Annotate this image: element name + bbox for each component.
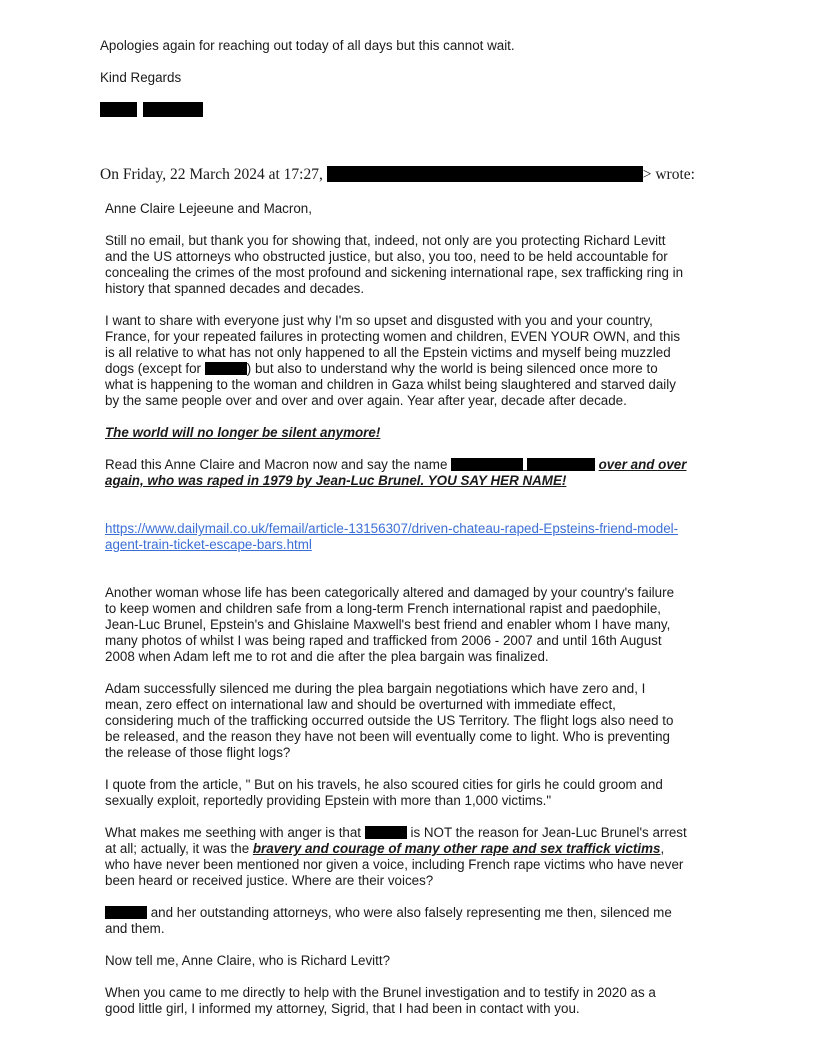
- text-line: [105, 905, 672, 921]
- signature-redaction: [100, 102, 203, 119]
- text-segment: over and over: [598, 457, 687, 472]
- text-segment: What makes me seething with anger is that: [105, 825, 362, 840]
- apology-line: Apologies again for reaching out today of all days but this cannot wait.: [100, 38, 515, 53]
- article-link[interactable]: agent-train-ticket-escape-bars.html: [105, 537, 312, 552]
- text-line: and the US attorneys who obstructed justice, but also, you too, need to be held accountable for: [105, 249, 668, 264]
- text-line: mean, zero effect on international law and should be overturned with immediate effect,: [105, 697, 616, 712]
- quote-header: [100, 166, 695, 183]
- text-line: [105, 841, 664, 857]
- redaction-block: [365, 826, 407, 839]
- text-line: Adam successfully silenced me during the plea bargain negotiations which have zero and, I: [105, 681, 646, 696]
- text-line: the release of those flight logs?: [105, 745, 291, 760]
- quote-header-suffix: > wrote:: [642, 166, 695, 183]
- text-line: Another woman whose life has been categorically altered and damaged by your country's failure: [105, 585, 675, 600]
- text-line: I quote from the article, " But on his travels, he also scoured cities for girls he could groom and: [105, 777, 663, 792]
- quote-header-prefix: On Friday, 22 March 2024 at 17:27,: [100, 166, 323, 183]
- text-line: is all relative to what has not only happened to all the Epstein victims and myself being muzzled: [105, 345, 671, 360]
- text-line: 2008 when Adam left me to rot and die after the plea bargain was finalized.: [105, 649, 549, 664]
- redaction-block: [100, 102, 137, 117]
- paragraph-9: Now tell me, Anne Claire, who is Richard Levitt?: [105, 953, 391, 968]
- text-line: be released, and the reason they have not been will eventually come to light. Who is preventing: [105, 729, 670, 744]
- redaction-block: [105, 906, 147, 919]
- redaction-block: [205, 362, 247, 375]
- email-redaction: [327, 166, 643, 182]
- emphasis-line: The world will no longer be silent anymore!: [105, 425, 381, 440]
- text-line: many photos of whilst I was being raped and trafficked from 2006 - 2007 and until 16th August: [105, 633, 662, 648]
- regards-line: Kind Regards: [100, 70, 182, 85]
- text-segment: and her outstanding attorneys, who were also falsely representing me then, silenced me: [150, 905, 672, 920]
- redaction-block: [527, 458, 595, 471]
- text-line: been heard or received justice. Where are their voices?: [105, 873, 434, 888]
- text-line: to keep women and children safe from a long-term French international rapist and paedophile,: [105, 601, 662, 616]
- text-segment: at all; actually, it was the: [105, 841, 250, 856]
- article-link[interactable]: https://www.dailymail.co.uk/femail/article-13156307/driven-chateau-raped-Epsteins-friend-model-: [105, 521, 679, 536]
- text-line: again, who was raped in 1979 by Jean-Luc Brunel. YOU SAY HER NAME!: [105, 473, 567, 488]
- text-segment: bravery and courage of many other rape and sex traffick victims: [252, 841, 661, 856]
- text-line: sexually exploit, reportedly providing Epstein with more than 1,000 victims.": [105, 793, 552, 808]
- text-line: concealing the crimes of the most profound and sickening international rape, sex trafficking ring in: [105, 265, 684, 280]
- text-line: Still no email, but thank you for showing that, indeed, not only are you protecting Richard Levitt: [105, 233, 666, 248]
- text-line: I want to share with everyone just why I'm so upset and disgusted with you and your country,: [105, 313, 653, 328]
- redaction-block: [143, 102, 203, 117]
- greeting: Anne Claire Lejeeune and Macron,: [105, 201, 312, 216]
- text-line: Jean-Luc Brunel, Epstein's and Ghislaine Maxwell's best friend and enabler whom I have many,: [105, 617, 671, 632]
- text-line: [105, 361, 658, 377]
- text-line: what is happening to the woman and children in Gaza whilst being slaughtered and starved daily: [105, 377, 676, 392]
- text-line: history that spanned decades and decades.: [105, 281, 365, 296]
- text-line: [105, 825, 687, 841]
- text-line: by the same people over and over and over again. Year after year, decade after decade.: [105, 393, 627, 408]
- redaction-block: [451, 458, 523, 471]
- text-line: who have never been mentioned nor given a voice, including French rape victims who have never: [105, 857, 684, 872]
- text-line: good little girl, I informed my attorney, Sigrid, that I had been in contact with you.: [105, 1001, 580, 1016]
- text-segment: ) but also to understand why the world is being silenced once more to: [246, 361, 658, 376]
- text-line: considering much of the trafficking occurred outside the US Territory. The flight logs also need to: [105, 713, 674, 728]
- text-line: and them.: [105, 921, 165, 936]
- text-line: When you came to me directly to help with the Brunel investigation and to testify in 2020 as a: [105, 985, 656, 1000]
- text-line: [105, 457, 686, 473]
- text-segment: is NOT the reason for Jean-Luc Brunel's arrest: [410, 825, 687, 840]
- text-segment: Read this Anne Claire and Macron now and say the name: [105, 457, 448, 472]
- text-segment: ,: [660, 841, 665, 856]
- text-segment: dogs (except for: [105, 361, 202, 376]
- text-line: France, for your repeated failures in protecting women and children, EVEN YOUR OWN, and this: [105, 329, 681, 344]
